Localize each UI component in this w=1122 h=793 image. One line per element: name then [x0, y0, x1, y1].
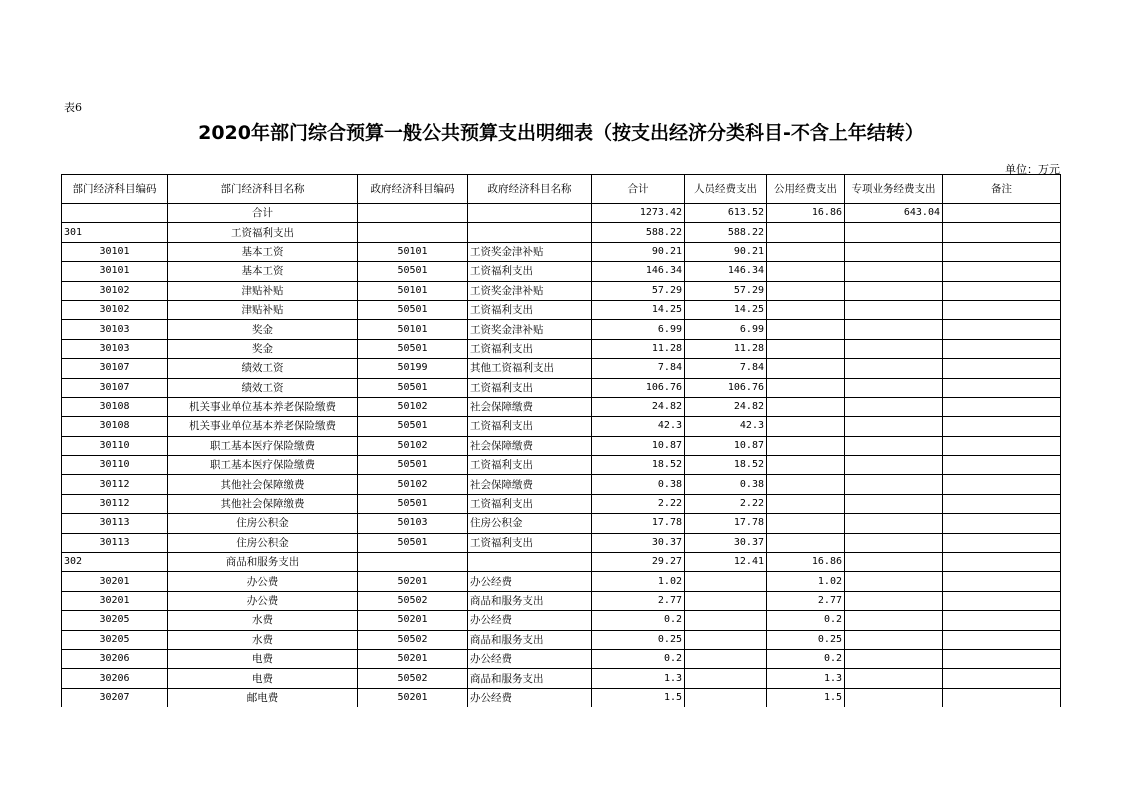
cell-dept-code: 30102: [62, 300, 168, 319]
cell-gov-name: 工资福利支出: [468, 378, 592, 397]
cell-dept-code: 30108: [62, 397, 168, 416]
cell-note: [943, 475, 1061, 494]
cell-public: 16.86: [767, 204, 845, 223]
cell-public: [767, 242, 845, 261]
cell-dept-code: 30201: [62, 572, 168, 591]
table-row: [62, 300, 1061, 319]
cell-dept-code: [62, 204, 168, 223]
cell-total: 1273.42: [592, 204, 685, 223]
cell-dept-code: 302: [62, 553, 168, 572]
cell-dept-name: 电费: [168, 649, 358, 668]
header-public: 公用经费支出: [767, 175, 845, 204]
cell-public: [767, 320, 845, 339]
cell-public: [767, 300, 845, 319]
cell-personnel: 0.38: [685, 475, 767, 494]
group-row: [62, 553, 1061, 572]
cell-note: [943, 320, 1061, 339]
table-row: [62, 320, 1061, 339]
table-row: [62, 514, 1061, 533]
cell-dept-name: 奖金: [168, 339, 358, 358]
cell-public: [767, 436, 845, 455]
cell-total: 0.25: [592, 630, 685, 649]
cell-total: 6.99: [592, 320, 685, 339]
table-row: [62, 475, 1061, 494]
cell-total: 29.27: [592, 553, 685, 572]
cell-dept-name: 办公费: [168, 572, 358, 591]
cell-total: 57.29: [592, 281, 685, 300]
cell-gov-name: 商品和服务支出: [468, 591, 592, 610]
cell-total: 0.2: [592, 649, 685, 668]
cell-total: 24.82: [592, 397, 685, 416]
table-row: [62, 339, 1061, 358]
table-row: [62, 397, 1061, 416]
cell-gov-name: 工资奖金津补贴: [468, 320, 592, 339]
cell-dept-name: 津贴补贴: [168, 300, 358, 319]
total-row: [62, 204, 1061, 223]
cell-note: [943, 204, 1061, 223]
cell-dept-name: 奖金: [168, 320, 358, 339]
cell-gov-code: 50102: [358, 436, 468, 455]
cell-special: [845, 397, 943, 416]
cell-gov-name: 工资福利支出: [468, 417, 592, 436]
cell-gov-code: 50102: [358, 475, 468, 494]
cell-gov-code: 50199: [358, 359, 468, 378]
cell-gov-code: 50101: [358, 320, 468, 339]
cell-special: [845, 649, 943, 668]
cell-public: 1.3: [767, 669, 845, 688]
cell-special: [845, 359, 943, 378]
cell-personnel: [685, 572, 767, 591]
cell-gov-name: 办公经费: [468, 611, 592, 630]
cell-dept-name: 津贴补贴: [168, 281, 358, 300]
cell-dept-name: 绩效工资: [168, 359, 358, 378]
cell-special: [845, 378, 943, 397]
cell-dept-name: 其他社会保障缴费: [168, 494, 358, 513]
cell-gov-code: 50101: [358, 281, 468, 300]
cell-gov-code: 50502: [358, 591, 468, 610]
cell-total: 0.38: [592, 475, 685, 494]
cell-note: [943, 649, 1061, 668]
header-note: 备注: [943, 175, 1061, 204]
cell-note: [943, 591, 1061, 610]
table-row: [62, 242, 1061, 261]
cell-personnel: 7.84: [685, 359, 767, 378]
cell-total: 106.76: [592, 378, 685, 397]
cell-dept-name: 工资福利支出: [168, 223, 358, 242]
cell-dept-code: 30201: [62, 591, 168, 610]
cell-gov-name: 办公经费: [468, 649, 592, 668]
cell-personnel: 14.25: [685, 300, 767, 319]
cell-total: 10.87: [592, 436, 685, 455]
cell-personnel: 42.3: [685, 417, 767, 436]
cell-note: [943, 669, 1061, 688]
cell-gov-code: [358, 223, 468, 242]
cell-total: 0.2: [592, 611, 685, 630]
cell-gov-code: 50501: [358, 533, 468, 552]
cell-gov-code: 50101: [358, 242, 468, 261]
cell-total: 2.77: [592, 591, 685, 610]
cell-dept-name: 水费: [168, 630, 358, 649]
cell-public: [767, 417, 845, 436]
cell-dept-code: 30108: [62, 417, 168, 436]
cell-public: [767, 359, 845, 378]
cell-gov-name: 办公经费: [468, 688, 592, 707]
table-row: [62, 417, 1061, 436]
cell-total: 7.84: [592, 359, 685, 378]
cell-personnel: [685, 611, 767, 630]
cell-dept-name: 住房公积金: [168, 533, 358, 552]
cell-note: [943, 242, 1061, 261]
cell-note: [943, 397, 1061, 416]
cell-special: [845, 591, 943, 610]
cell-gov-name: [468, 553, 592, 572]
cell-note: [943, 223, 1061, 242]
cell-gov-name: 其他工资福利支出: [468, 359, 592, 378]
table-row: [62, 456, 1061, 475]
cell-gov-name: 工资福利支出: [468, 456, 592, 475]
cell-dept-name: 机关事业单位基本养老保险缴费: [168, 397, 358, 416]
cell-dept-name: 住房公积金: [168, 514, 358, 533]
table-row: [62, 436, 1061, 455]
cell-note: [943, 417, 1061, 436]
cell-gov-name: [468, 223, 592, 242]
cell-dept-name: 商品和服务支出: [168, 553, 358, 572]
cell-gov-name: 社会保障缴费: [468, 475, 592, 494]
cell-dept-code: 30107: [62, 359, 168, 378]
cell-gov-code: [358, 553, 468, 572]
cell-note: [943, 494, 1061, 513]
cell-dept-code: 30101: [62, 242, 168, 261]
cell-note: [943, 572, 1061, 591]
cell-personnel: 2.22: [685, 494, 767, 513]
header-gov-name: 政府经济科目名称: [468, 175, 592, 204]
cell-special: [845, 436, 943, 455]
cell-dept-name: 水费: [168, 611, 358, 630]
cell-special: [845, 494, 943, 513]
table-row: [62, 572, 1061, 591]
cell-note: [943, 339, 1061, 358]
cell-special: [845, 475, 943, 494]
cell-total: 42.3: [592, 417, 685, 436]
cell-gov-name: 工资福利支出: [468, 533, 592, 552]
cell-special: [845, 262, 943, 281]
cell-gov-name: 工资奖金津补贴: [468, 242, 592, 261]
cell-gov-name: 商品和服务支出: [468, 669, 592, 688]
cell-gov-code: 50501: [358, 456, 468, 475]
cell-personnel: 24.82: [685, 397, 767, 416]
cell-gov-code: 50502: [358, 630, 468, 649]
cell-note: [943, 688, 1061, 707]
cell-public: [767, 281, 845, 300]
cell-public: [767, 475, 845, 494]
cell-gov-name: 住房公积金: [468, 514, 592, 533]
cell-personnel: 613.52: [685, 204, 767, 223]
cell-note: [943, 300, 1061, 319]
cell-total: 2.22: [592, 494, 685, 513]
cell-special: [845, 630, 943, 649]
cell-dept-code: 30103: [62, 339, 168, 358]
header-gov-code: 政府经济科目编码: [358, 175, 468, 204]
cell-dept-name: 基本工资: [168, 242, 358, 261]
cell-personnel: 17.78: [685, 514, 767, 533]
cell-total: 1.5: [592, 688, 685, 707]
cell-gov-code: 50501: [358, 494, 468, 513]
cell-dept-code: 30103: [62, 320, 168, 339]
cell-special: [845, 572, 943, 591]
table-row: [62, 262, 1061, 281]
cell-dept-name: 机关事业单位基本养老保险缴费: [168, 417, 358, 436]
cell-gov-name: 工资福利支出: [468, 262, 592, 281]
cell-special: [845, 242, 943, 261]
cell-total: 146.34: [592, 262, 685, 281]
cell-personnel: 18.52: [685, 456, 767, 475]
cell-total: 11.28: [592, 339, 685, 358]
cell-personnel: [685, 669, 767, 688]
cell-public: 0.2: [767, 611, 845, 630]
cell-total: 17.78: [592, 514, 685, 533]
cell-note: [943, 281, 1061, 300]
cell-public: 0.25: [767, 630, 845, 649]
header-special: 专项业务经费支出: [845, 175, 943, 204]
cell-dept-name: 邮电费: [168, 688, 358, 707]
cell-personnel: 10.87: [685, 436, 767, 455]
cell-gov-code: 50501: [358, 417, 468, 436]
cell-dept-name: 办公费: [168, 591, 358, 610]
cell-public: 16.86: [767, 553, 845, 572]
cell-note: [943, 630, 1061, 649]
table-row: [62, 533, 1061, 552]
cell-special: [845, 223, 943, 242]
cell-public: [767, 262, 845, 281]
cell-note: [943, 456, 1061, 475]
cell-dept-code: 30107: [62, 378, 168, 397]
cell-personnel: 146.34: [685, 262, 767, 281]
cell-special: [845, 339, 943, 358]
cell-public: [767, 397, 845, 416]
cell-dept-code: 30205: [62, 630, 168, 649]
cell-note: [943, 359, 1061, 378]
cell-gov-code: 50201: [358, 572, 468, 591]
cell-dept-code: 30207: [62, 688, 168, 707]
cell-gov-code: 50201: [358, 611, 468, 630]
table-row: [62, 630, 1061, 649]
cell-public: [767, 514, 845, 533]
cell-total: 18.52: [592, 456, 685, 475]
cell-gov-code: 50201: [358, 649, 468, 668]
cell-dept-name: 职工基本医疗保险缴费: [168, 436, 358, 455]
cell-public: [767, 533, 845, 552]
header-personnel: 人员经费支出: [685, 175, 767, 204]
cell-dept-name: 其他社会保障缴费: [168, 475, 358, 494]
cell-gov-name: 社会保障缴费: [468, 397, 592, 416]
cell-total: 30.37: [592, 533, 685, 552]
cell-special: [845, 320, 943, 339]
cell-public: [767, 223, 845, 242]
cell-dept-name: 职工基本医疗保险缴费: [168, 456, 358, 475]
header-dept-code: 部门经济科目编码: [62, 175, 168, 204]
cell-gov-code: 50501: [358, 262, 468, 281]
cell-gov-code: 50502: [358, 669, 468, 688]
group-row: [62, 223, 1061, 242]
cell-public: 0.2: [767, 649, 845, 668]
cell-special: [845, 281, 943, 300]
cell-dept-code: 30110: [62, 456, 168, 475]
cell-note: [943, 514, 1061, 533]
cell-dept-code: 30112: [62, 475, 168, 494]
cell-note: [943, 378, 1061, 397]
cell-dept-code: 30101: [62, 262, 168, 281]
cell-personnel: [685, 688, 767, 707]
cell-gov-code: 50501: [358, 339, 468, 358]
cell-note: [943, 553, 1061, 572]
cell-dept-name: 合计: [168, 204, 358, 223]
cell-special: 643.04: [845, 204, 943, 223]
cell-dept-name: 电费: [168, 669, 358, 688]
cell-dept-code: 30112: [62, 494, 168, 513]
table-row: [62, 669, 1061, 688]
cell-public: [767, 339, 845, 358]
cell-special: [845, 553, 943, 572]
cell-total: 14.25: [592, 300, 685, 319]
table-row: [62, 378, 1061, 397]
unit-label: 单位：万元: [1005, 163, 1060, 176]
cell-personnel: 106.76: [685, 378, 767, 397]
cell-gov-code: 50103: [358, 514, 468, 533]
cell-gov-name: 工资奖金津补贴: [468, 281, 592, 300]
cell-gov-name: 社会保障缴费: [468, 436, 592, 455]
table-row: [62, 649, 1061, 668]
cell-special: [845, 533, 943, 552]
cell-dept-code: 301: [62, 223, 168, 242]
table-row: [62, 688, 1061, 707]
cell-dept-code: 30206: [62, 669, 168, 688]
cell-personnel: 30.37: [685, 533, 767, 552]
cell-dept-code: 30206: [62, 649, 168, 668]
cell-gov-code: 50201: [358, 688, 468, 707]
table-row: [62, 494, 1061, 513]
header-row: [62, 175, 1061, 204]
table-body: [62, 204, 1061, 708]
cell-public: 1.02: [767, 572, 845, 591]
cell-dept-name: 基本工资: [168, 262, 358, 281]
cell-dept-code: 30113: [62, 514, 168, 533]
cell-dept-code: 30205: [62, 611, 168, 630]
cell-note: [943, 436, 1061, 455]
cell-personnel: [685, 649, 767, 668]
cell-gov-name: [468, 204, 592, 223]
cell-dept-name: 绩效工资: [168, 378, 358, 397]
cell-dept-code: 30110: [62, 436, 168, 455]
cell-personnel: 588.22: [685, 223, 767, 242]
cell-gov-code: 50501: [358, 300, 468, 319]
cell-special: [845, 669, 943, 688]
cell-public: [767, 494, 845, 513]
cell-public: [767, 378, 845, 397]
table-row: [62, 359, 1061, 378]
cell-total: 90.21: [592, 242, 685, 261]
cell-gov-name: 工资福利支出: [468, 300, 592, 319]
cell-public: 1.5: [767, 688, 845, 707]
table-row: [62, 591, 1061, 610]
table-row: [62, 281, 1061, 300]
cell-gov-name: 办公经费: [468, 572, 592, 591]
cell-gov-name: 商品和服务支出: [468, 630, 592, 649]
cell-gov-name: 工资福利支出: [468, 339, 592, 358]
cell-public: 2.77: [767, 591, 845, 610]
header-dept-name: 部门经济科目名称: [168, 175, 358, 204]
table-number: 表6: [64, 101, 82, 114]
cell-gov-code: [358, 204, 468, 223]
page-title: 2020年部门综合预算一般公共预算支出明细表（按支出经济分类科目-不含上年结转）: [198, 122, 924, 144]
cell-dept-code: 30102: [62, 281, 168, 300]
cell-total: 1.02: [592, 572, 685, 591]
cell-personnel: 6.99: [685, 320, 767, 339]
cell-personnel: 57.29: [685, 281, 767, 300]
cell-special: [845, 456, 943, 475]
cell-note: [943, 533, 1061, 552]
cell-personnel: [685, 591, 767, 610]
cell-total: 1.3: [592, 669, 685, 688]
cell-public: [767, 456, 845, 475]
cell-personnel: 90.21: [685, 242, 767, 261]
cell-note: [943, 262, 1061, 281]
cell-personnel: 12.41: [685, 553, 767, 572]
table-row: [62, 611, 1061, 630]
cell-personnel: 11.28: [685, 339, 767, 358]
cell-gov-name: 工资福利支出: [468, 494, 592, 513]
cell-special: [845, 688, 943, 707]
cell-dept-code: 30113: [62, 533, 168, 552]
cell-total: 588.22: [592, 223, 685, 242]
cell-special: [845, 611, 943, 630]
budget-detail-table: [61, 174, 1061, 707]
header-total: 合计: [592, 175, 685, 204]
cell-special: [845, 417, 943, 436]
cell-personnel: [685, 630, 767, 649]
cell-gov-code: 50102: [358, 397, 468, 416]
cell-special: [845, 514, 943, 533]
cell-special: [845, 300, 943, 319]
cell-gov-code: 50501: [358, 378, 468, 397]
cell-note: [943, 611, 1061, 630]
